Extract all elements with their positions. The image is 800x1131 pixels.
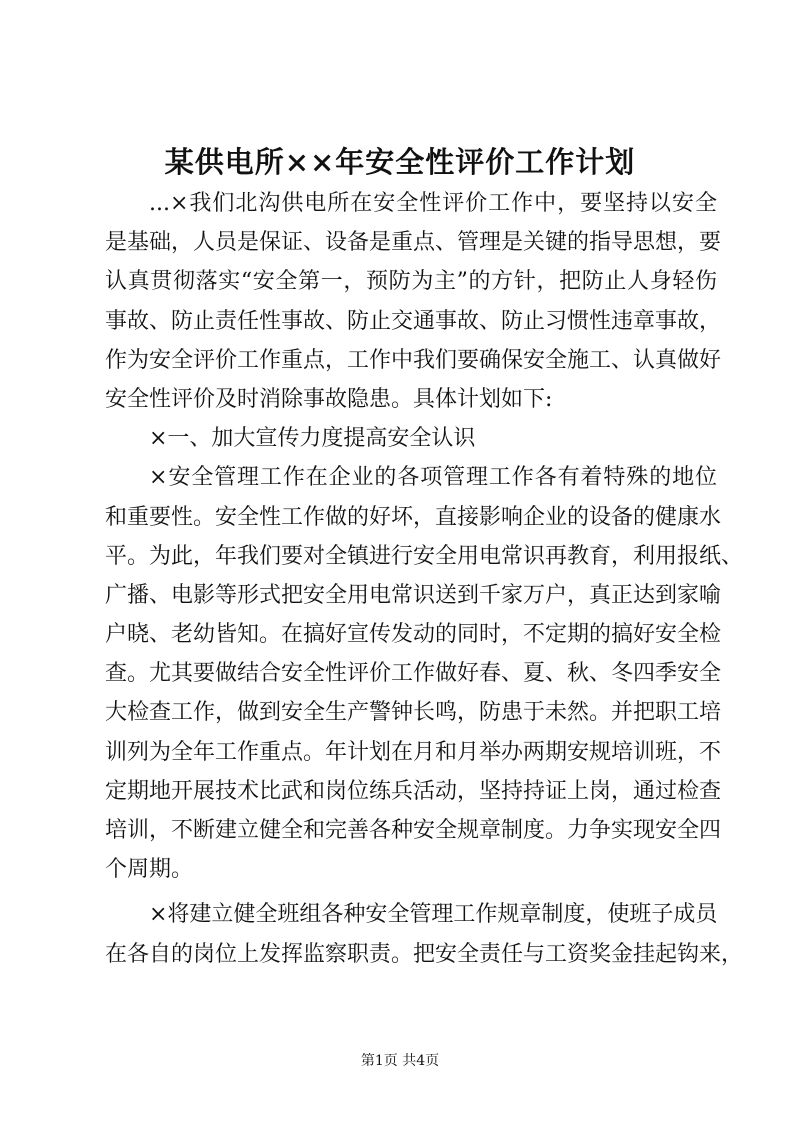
text-line: ×将建立健全班组各种安全管理工作规章制度，使班子成员 — [149, 902, 718, 928]
text-line: 和重要性。安全性工作做的好坏，直接影响企业的设备的健康水 — [105, 504, 722, 530]
text-line: 户晓、老幼皆知。在搞好宣传发动的同时，不定期的搞好安全检 — [105, 622, 722, 648]
text-line: 培训，不断建立健全和完善各种安全规章制度。力争实现安全四 — [105, 818, 722, 843]
text-line: ×一、加大宣传力度提高安全认识 — [149, 426, 476, 452]
text-line: 在各自的岗位上发挥监察职责。把安全责任与工资奖金挂起钩来， — [105, 941, 744, 967]
text-line: 认真贯彻落实“安全第一，预防为主”的方针，把防止人身轻伤 — [105, 269, 717, 295]
document-title: 某供电所××年安全性评价工作计划 — [164, 145, 636, 179]
document-body — [105, 184, 744, 974]
paragraph-intro — [105, 184, 722, 419]
text-line: 定期地开展技术比武和岗位练兵活动，坚持持证上岗，通过检查 — [105, 778, 722, 804]
text-line: 作为安全评价工作重点，工作中我们要确保安全施工、认真做好 — [105, 347, 722, 373]
text-line: 安全性评价及时消除事故隐患。具体计划如下: — [105, 386, 553, 412]
text-line: 大检查工作，做到安全生产警钟长鸣，防患于未然。并把职工培 — [105, 700, 722, 726]
paragraph-rules — [105, 895, 744, 973]
text-line: 训列为全年工作重点。年计划在月和月举办两期安规培训班，不 — [105, 739, 722, 765]
text-line: 查。尤其要做结合安全性评价工作做好春、夏、秋、冬四季安全 — [105, 661, 722, 687]
text-line: ...×我们北沟供电所在安全性评价工作中，要坚持以安全 — [149, 191, 717, 216]
text-line: 事故、防止责任性事故、防止交通事故、防止习惯性违章事故， — [105, 308, 722, 334]
text-line: ×安全管理工作在企业的各项管理工作各有着特殊的地位 — [149, 465, 717, 491]
text-line: 广播、电影等形式把安全用电常识送到千家万户，真正达到家喻 — [105, 582, 722, 608]
text-line: 个周期。 — [105, 857, 194, 883]
paragraph-publicity — [105, 458, 744, 889]
page-footer: 第1页 共4页 — [360, 1053, 440, 1069]
text-line: 平。为此，年我们要对全镇进行安全用电常识再教育，利用报纸、 — [105, 543, 744, 569]
text-line: 是基础，人员是保证、设备是重点、管理是关键的指导思想，要 — [105, 230, 722, 256]
section-heading-1 — [105, 419, 717, 458]
